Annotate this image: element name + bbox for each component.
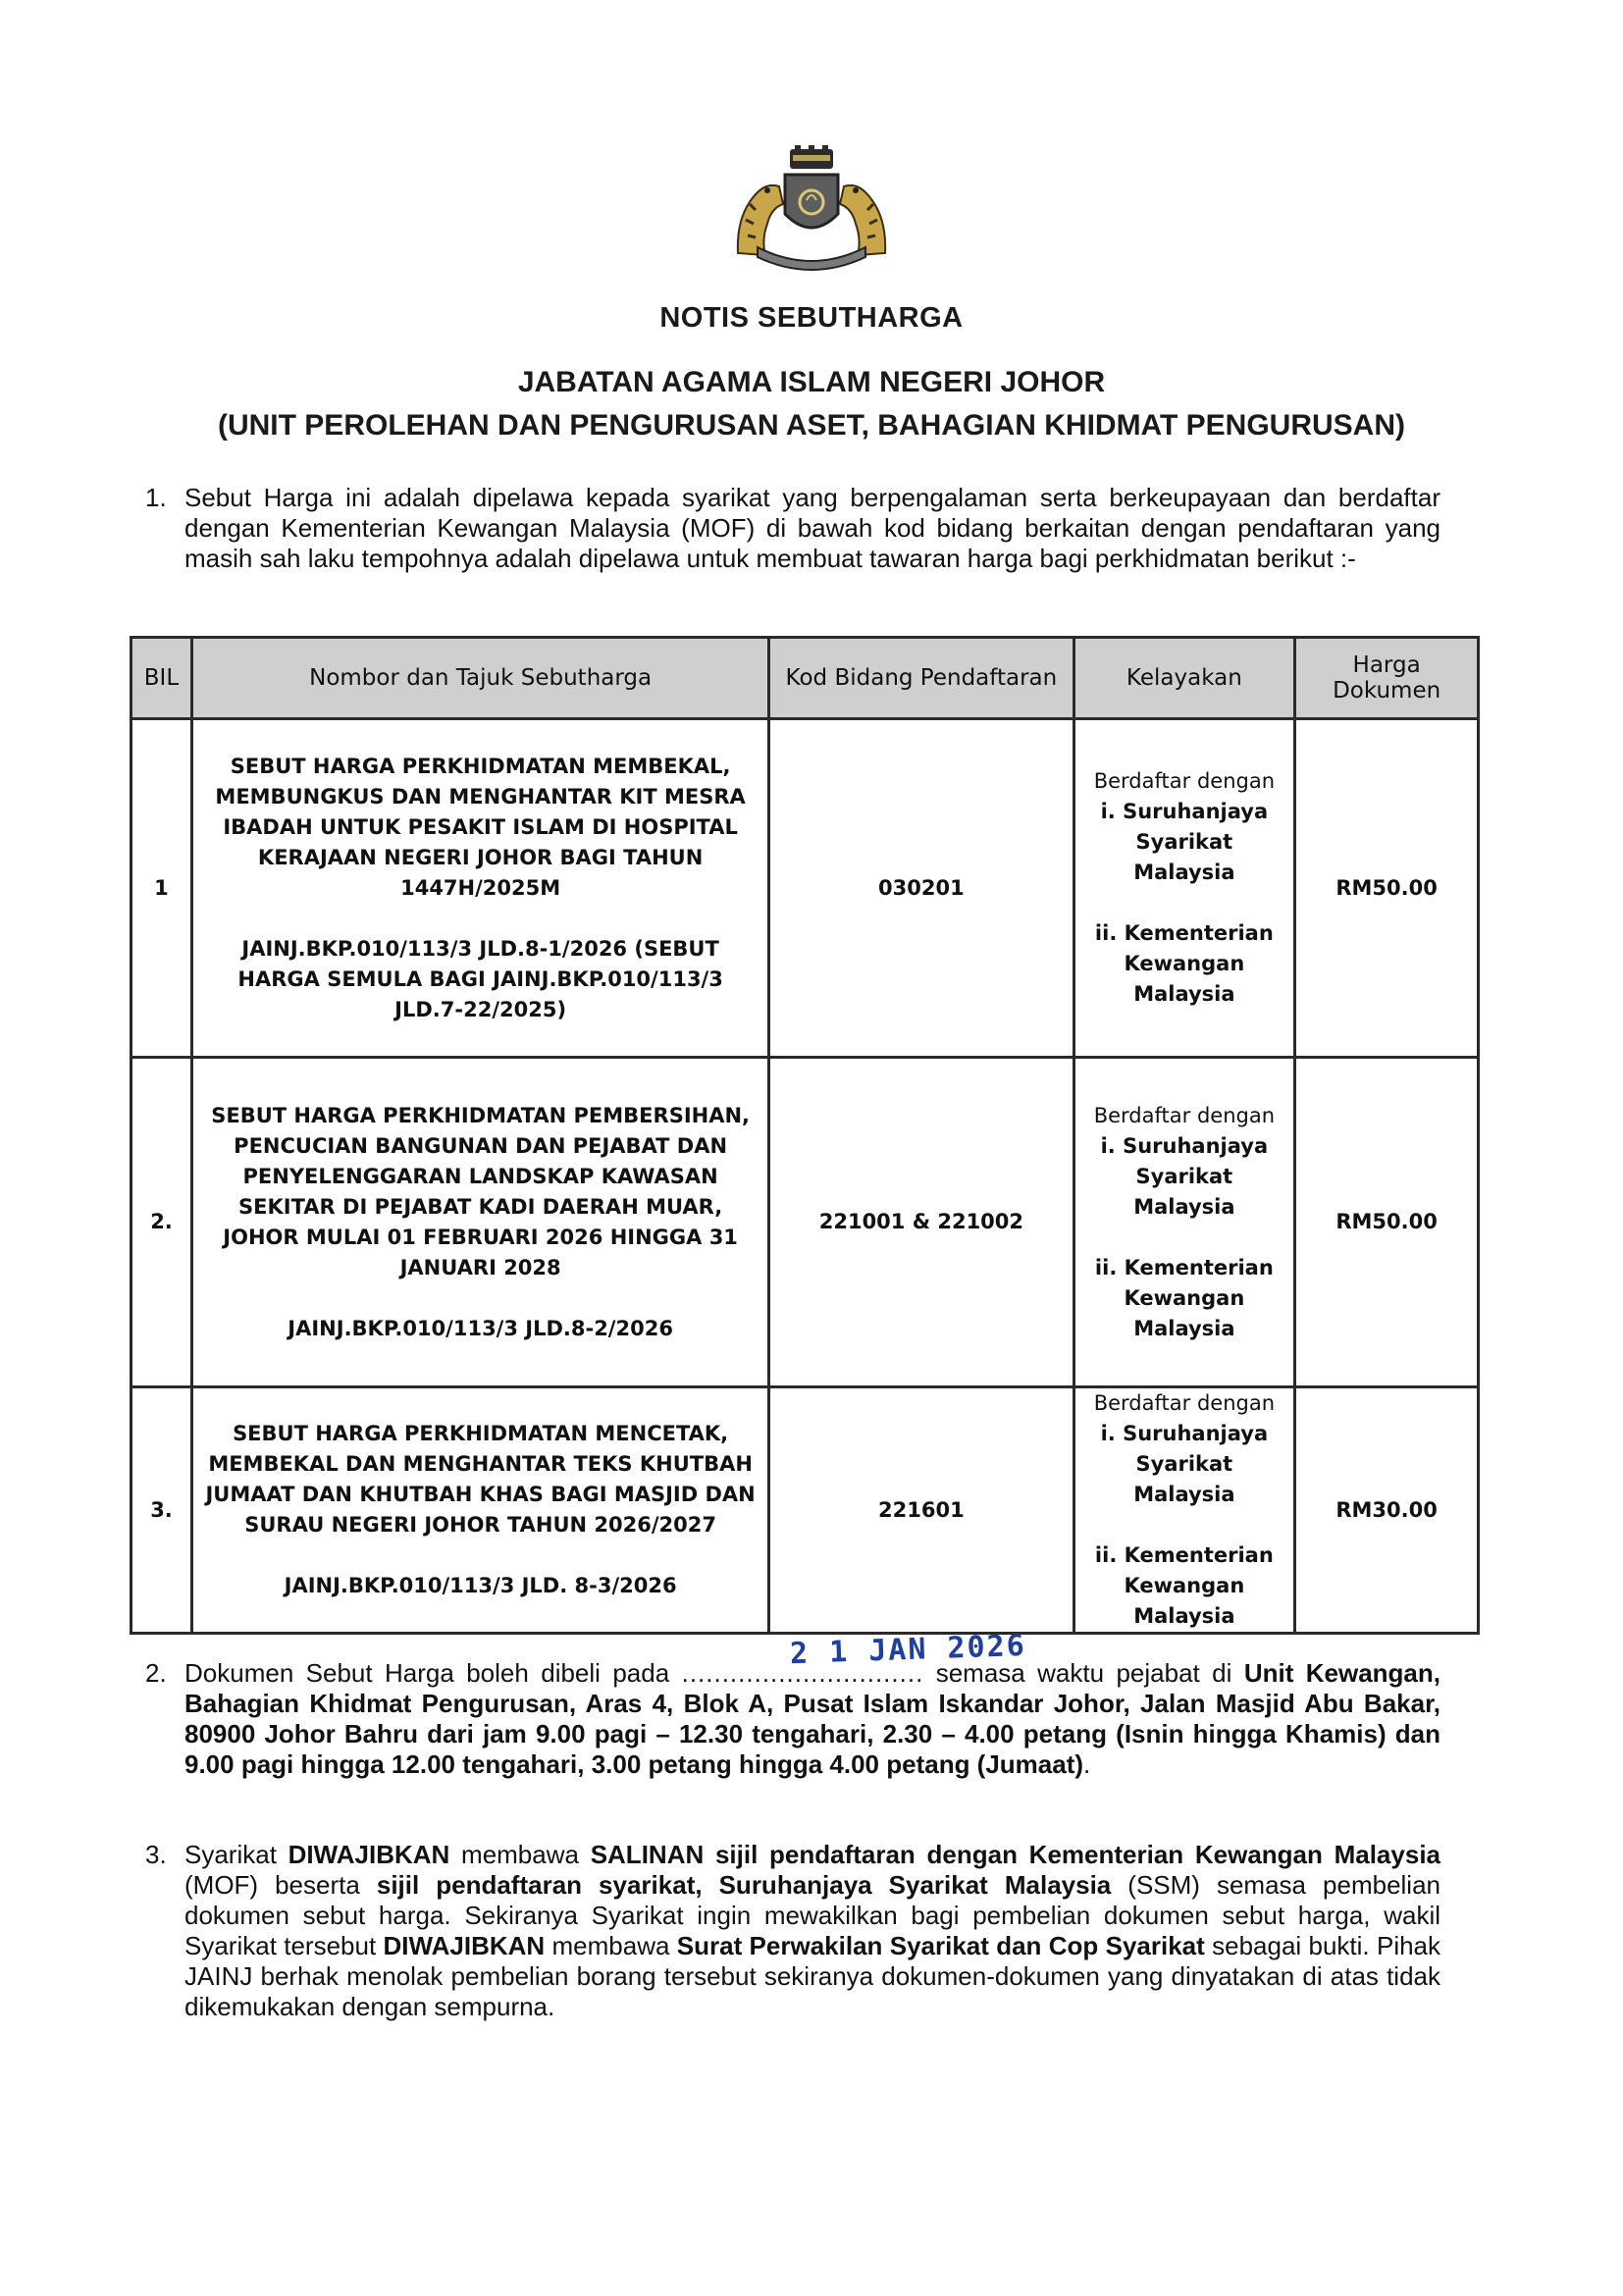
paragraph-emphasis: DIWAJIBKAN xyxy=(383,1931,546,1960)
date-blank: .............................. xyxy=(681,1658,924,1688)
paragraph-text: membawa xyxy=(461,1840,579,1869)
paragraph-1 xyxy=(145,483,1440,574)
header-title: Nombor dan Tajuk Sebutharga xyxy=(191,638,768,719)
department-name: JABATAN AGAMA ISLAM NEGERI JOHOR xyxy=(517,366,1106,398)
row-title-text: SEBUT HARGA PERKHIDMATAN PEMBERSIHAN, PENCUCIAN BANGUNAN DAN PEJABAT DAN PENYELENGGARAN LANDSKAP KAWASAN SEKITAR DI PEJABAT KADI DAERAH MUAR, JOHOR MULAI 01 FEBRUARI 2026 HINGGA 31 JANUARI 2028 xyxy=(211,1103,751,1279)
table-row xyxy=(131,719,1479,1058)
row-kelayakan xyxy=(1073,1058,1295,1387)
paragraph-text: (MOF) beserta xyxy=(184,1870,360,1900)
kelayakan-ssm: i. Suruhanjaya Syarikat Malaysia xyxy=(1100,1133,1269,1219)
paragraph-text: semasa waktu pejabat di xyxy=(935,1658,1232,1688)
kelayakan-line1: Berdaftar dengan xyxy=(1093,1103,1276,1127)
row-kod: 221001 & 221002 xyxy=(769,1058,1073,1387)
paragraph-text: Dokumen Sebut Harga boleh dibeli pada xyxy=(184,1658,670,1688)
paragraph-text: sebagai bukti. Pihak JAINJ berhak menolak pembelian borang tersebut sekiranya dokumen-dokumen yang dinyatakan di atas tidak dikemukakan dengan sempurna. xyxy=(184,1931,1441,2021)
row-title xyxy=(191,1387,768,1634)
table-row xyxy=(131,1058,1479,1387)
row-title-text: SEBUT HARGA PERKHIDMATAN MENCETAK, MEMBEKAL DAN MENGHANTAR TEKS KHUTBAH JUMAAT DAN KHUTBAH KHAS BAGI MASJID DAN SURAU NEGERI JOHOR TAHUN 2026/2027 xyxy=(205,1422,756,1537)
header-harga-line2: Dokumen xyxy=(1333,678,1441,704)
kelayakan-mof: ii. Kementerian Kewangan Malaysia xyxy=(1094,1255,1274,1340)
unit-name: (UNIT PEROLEHAN DAN PENGURUSAN ASET, BAHAGIAN KHIDMAT PENGURUSAN) xyxy=(217,409,1406,442)
paragraph-2 xyxy=(145,1658,1440,1780)
row-title xyxy=(191,1058,768,1387)
paragraph-number: 1. xyxy=(145,483,167,512)
row-reference: JAINJ.BKP.010/113/3 JLD.8-2/2026 xyxy=(288,1316,673,1340)
paragraph-emphasis: SALINAN sijil pendaftaran dengan Kementerian Kewangan Malaysia xyxy=(590,1840,1440,1869)
header-kelayakan: Kelayakan xyxy=(1073,638,1295,719)
row-bil: 1 xyxy=(131,719,192,1058)
paragraph-text: Sebut Harga ini adalah dipelawa kepada syarikat yang berpengalaman serta berkeupayaan dan berdaftar dengan Kementerian Kewangan Malaysia (MOF) di bawah kod bidang berkaitan dengan pendaftaran yang masih sah laku tempohnya adalah dipelawa untuk membuat tawaran harga bagi perkhidmatan berikut :- xyxy=(184,483,1440,573)
paragraph-number: 2. xyxy=(145,1658,167,1688)
row-title xyxy=(191,719,768,1058)
quotation-table xyxy=(130,636,1480,1635)
row-reference: JAINJ.BKP.010/113/3 JLD.8-1/2026 (SEBUT HARGA SEMULA BAGI JAINJ.BKP.010/113/3 JLD.7-22/2025) xyxy=(237,936,723,1021)
paragraph-text: . xyxy=(1083,1749,1091,1779)
paragraph-3 xyxy=(145,1840,1441,2022)
kelayakan-mof: ii. Kementerian Kewangan Malaysia xyxy=(1094,921,1274,1006)
paragraph-text: (SSM) semasa pembelian dokumen sebut harga. Sekiranya Syarikat ingin mewakilkan bagi pembelian dokumen sebut harga, wakil Syarikat tersebut xyxy=(184,1870,1440,1960)
paragraph-address: Unit Kewangan, Bahagian Khidmat Pengurusan, Aras 4, Blok A, Pusat Islam Iskandar Johor, Jalan Masjid Abu Bakar, 80900 Johor Bahru dari jam 9.00 pagi – 12.30 tengahari, 2.30 – 4.00 petang (Isnin hingga Khamis) dan 9.00 pagi hingga 12.00 tengahari, 3.00 petang hingga 4.00 petang (Jumaat) xyxy=(184,1658,1440,1779)
table-row xyxy=(131,1387,1479,1634)
kelayakan-line1: Berdaftar dengan xyxy=(1093,1391,1276,1415)
row-harga: RM50.00 xyxy=(1295,719,1479,1058)
paragraph-emphasis: sijil pendaftaran syarikat, Suruhanjaya Syarikat Malaysia xyxy=(376,1870,1112,1900)
row-harga: RM30.00 xyxy=(1295,1387,1479,1634)
header-harga-line1: Harga xyxy=(1352,652,1421,678)
row-title-text: SEBUT HARGA PERKHIDMATAN MEMBEKAL, MEMBUNGKUS DAN MENGHANTAR KIT MESRA IBADAH UNTUK PESAKIT ISLAM DI HOSPITAL KERAJAAN NEGERI JOHOR BAGI TAHUN 1447H/2025M xyxy=(215,754,746,900)
johor-crest-icon xyxy=(728,145,895,273)
date-stamp: 2 1 JAN 2026 xyxy=(789,1628,1027,1672)
row-kelayakan xyxy=(1073,1387,1295,1634)
header-kod: Kod Bidang Pendaftaran xyxy=(769,638,1073,719)
notice-title: NOTIS SEBUTHARGA xyxy=(659,302,964,334)
paragraph-number: 3. xyxy=(145,1840,167,1869)
kelayakan-mof: ii. Kementerian Kewangan Malaysia xyxy=(1094,1543,1274,1628)
header-bil: BIL xyxy=(131,638,192,719)
header-harga xyxy=(1295,638,1479,719)
kelayakan-ssm: i. Suruhanjaya Syarikat Malaysia xyxy=(1100,1422,1269,1506)
row-bil: 2. xyxy=(131,1058,192,1387)
row-harga: RM50.00 xyxy=(1295,1058,1479,1387)
paragraph-emphasis: Surat Perwakilan Syarikat dan Cop Syarikat xyxy=(676,1931,1205,1960)
kelayakan-line1: Berdaftar dengan xyxy=(1093,769,1276,793)
row-kelayakan xyxy=(1073,719,1295,1058)
row-kod: 030201 xyxy=(769,719,1073,1058)
paragraph-text: membawa xyxy=(551,1931,670,1960)
paragraph-emphasis: DIWAJIBKAN xyxy=(288,1840,450,1869)
row-bil: 3. xyxy=(131,1387,192,1634)
table-header-row xyxy=(131,638,1479,719)
row-reference: JAINJ.BKP.010/113/3 JLD. 8-3/2026 xyxy=(284,1574,677,1597)
kelayakan-ssm: i. Suruhanjaya Syarikat Malaysia xyxy=(1100,800,1269,884)
row-kod: 221601 xyxy=(769,1387,1073,1634)
paragraph-text: Syarikat xyxy=(184,1840,277,1869)
